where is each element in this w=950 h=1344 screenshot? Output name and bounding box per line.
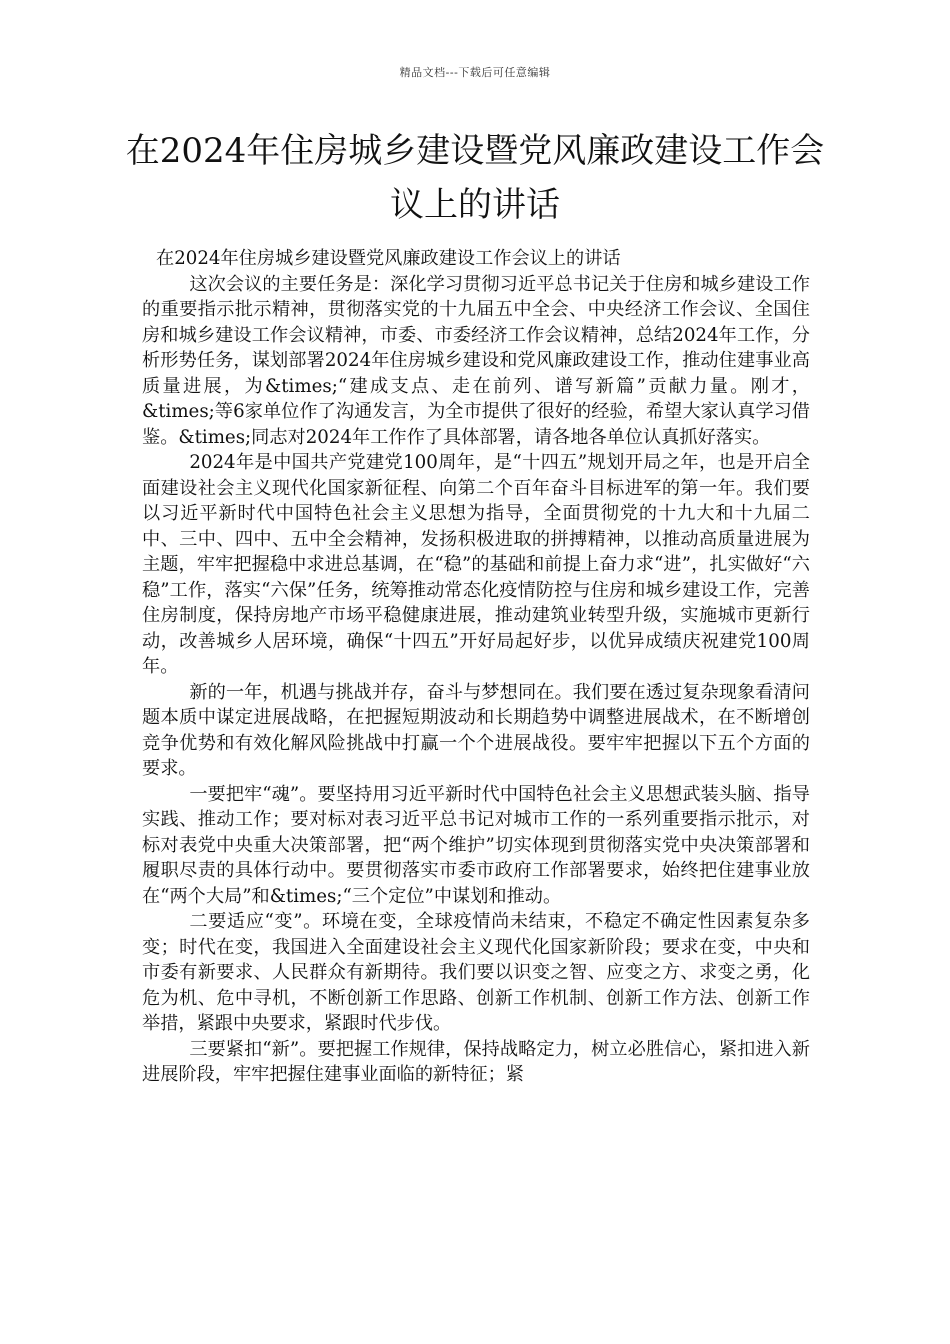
document-title: 在2024年住房城乡建设暨党风廉政建设工作会议上的讲话	[125, 131, 825, 225]
paragraph-2024: 2024年是中国共产党建党100周年，是“十四五”规划开局之年，也是开启全面建设社会主义现代化国家新征程、向第二个百年奋斗目标进军的第一年。我们要以习近平新时代中国特色社会主义思想为指导，全面贯彻党的十九大和十九届二中、三中、四中、五中全会精神，发扬积极进取的拼搏精神，以推动高质量进展为主题，牢牢把握稳中求进总基调，在“稳”的基础和前提上奋力求“进”，扎实做好“六稳”工作，落实“六保”任务，统筹推动常态化疫情防控与住房和城乡建设工作，完善住房制度，保持房地产市场平稳健康进展，推动建筑业转型升级，实施城市更新行动，改善城乡人居环境，确保“十四五”开好局起好步，以优异成绩庆祝建党100周年。	[142, 452, 810, 677]
paragraph-point-2: 二要适应“变”。环境在变，全球疫情尚未结束，不稳定不确定性因素复杂多变；时代在变，我国进入全面建设社会主义现代化国家新阶段；要求在变，中央和市委有新要求、人民群众有新期待。我们要以识变之智、应变之方、求变之勇，化危为机、危中寻机，不断创新工作思路、创新工作机制、创新工作方法、创新工作举措，紧跟中央要求，紧跟时代步伐。	[142, 911, 810, 1034]
paragraph-intro: 这次会议的主要任务是：深化学习贯彻习近平总书记关于住房和城乡建设工作的重要指示批示精神，贯彻落实党的十九届五中全会、中央经济工作会议、全国住房和城乡建设工作会议精神，市委、市委经济工作会议精神，总结2024年工作，分析形势任务，谋划部署2024年住房城乡建设和党风廉政建设工作，推动住建事业高质量进展，为&times;“建成支点、走在前列、谱写新篇”贡献力量。刚才，&times;等6家单位作了沟通发言，为全市提供了很好的经验，希望大家认真学习借鉴。&times;同志对2024年工作作了具体部署，请各地各单位认真抓好落实。	[142, 273, 810, 448]
subtitle-paragraph: 在2024年住房城乡建设暨党风廉政建设工作会议上的讲话	[156, 248, 621, 269]
document-body	[142, 246, 810, 1088]
paragraph-new-year: 新的一年，机遇与挑战并存，奋斗与梦想同在。我们要在透过复杂现象看清问题本质中谋定进展战略，在把握短期波动和长期趋势中调整进展战术，在不断增创竞争优势和有效化解风险挑战中打赢一个个进展战役。要牢牢把握以下五个方面的要求。	[142, 681, 810, 779]
paragraph-point-1: 一要把牢“魂”。要坚持用习近平新时代中国特色社会主义思想武装头脑、指导实践、推动工作；要对标对表习近平总书记对城市工作的一系列重要指示批示，对标对表党中央重大决策部署，把“两个维护”切实体现到贯彻落实党中央决策部署和履职尽责的具体行动中。要贯彻落实市委市政府工作部署要求，始终把住建事业放在“两个大局”和&times;“三个定位”中谋划和推动。	[142, 783, 810, 907]
paragraph-point-3: 三要紧扣“新”。要把握工作规律，保持战略定力，树立必胜信心，紧扣进入新进展阶段，牢牢把握住建事业面临的新特征；紧	[142, 1038, 810, 1085]
header-note: 精品文档---下载后可任意编辑	[399, 66, 551, 79]
